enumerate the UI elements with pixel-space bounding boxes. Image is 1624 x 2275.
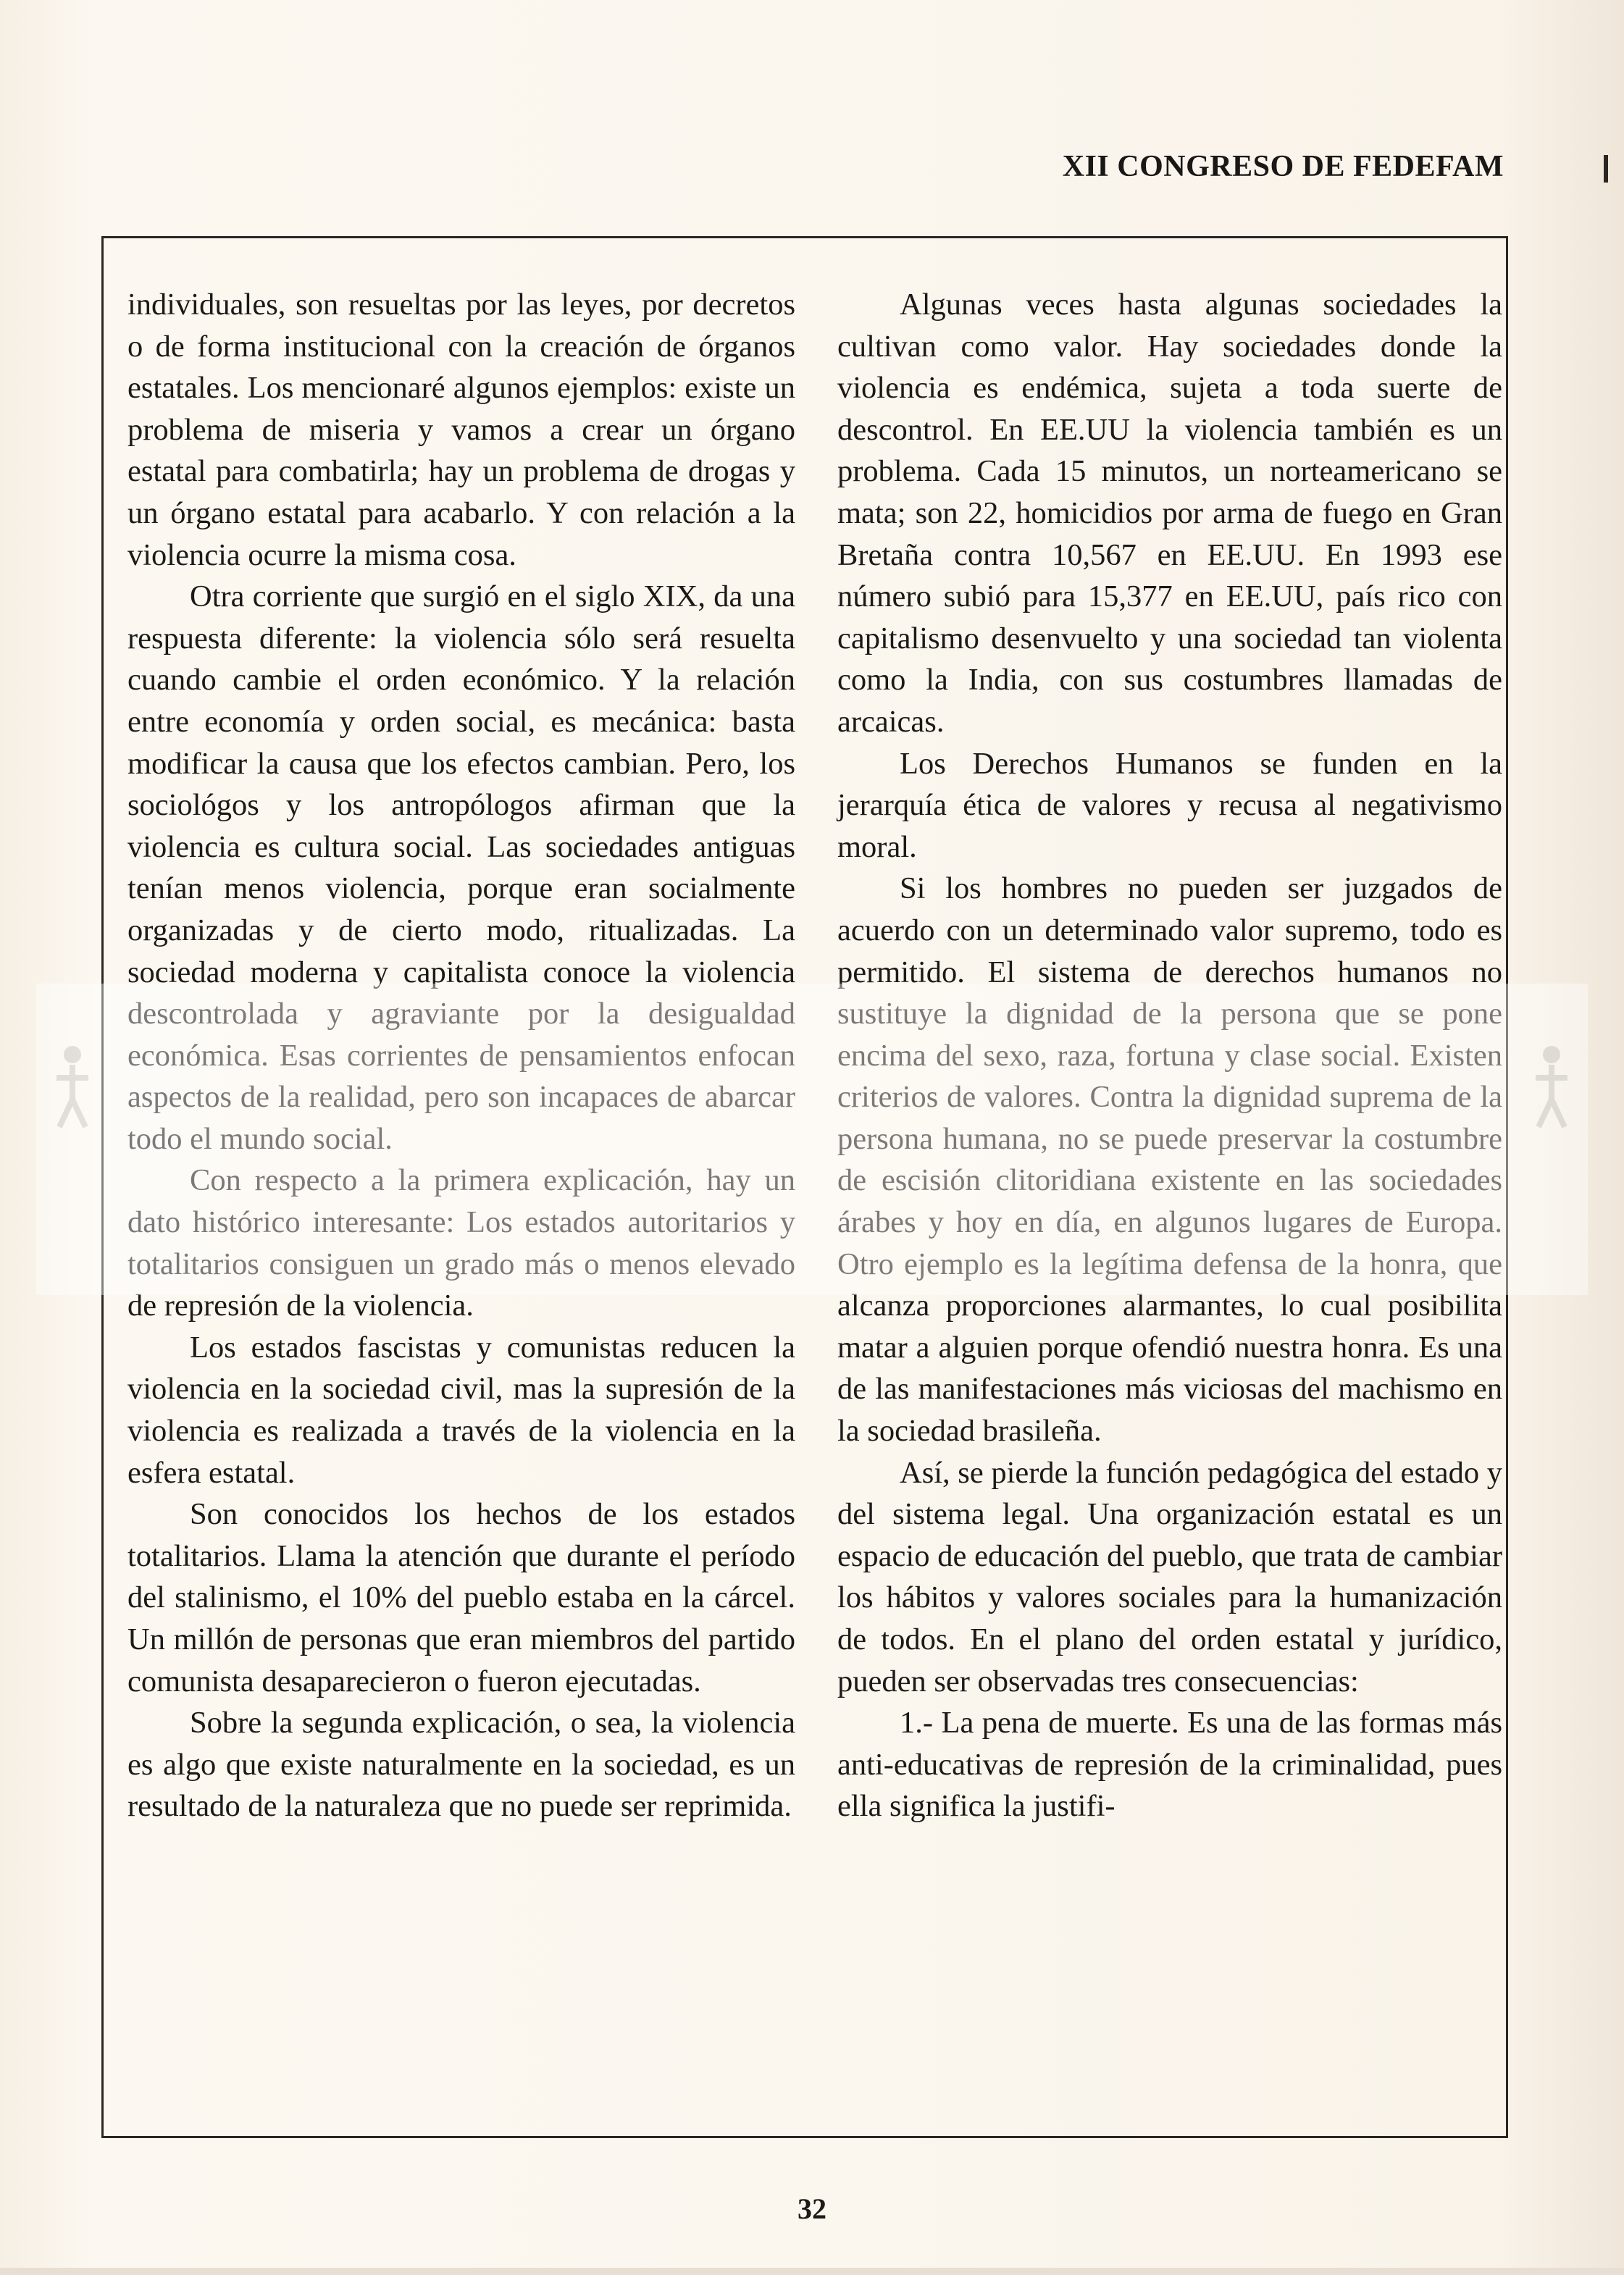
paragraph: Así, se pierde la función pedagógica del estado y del sistema legal. Una organización estatal es un espacio de educación del pueblo, que trata de cambiar los hábitos y valores sociales para la humanización de todos. En el plano del orden estatal y jurídico, pueden ser observadas tres consecuencias: [837, 1455, 1503, 1698]
watermark-figure-icon [1530, 1043, 1573, 1130]
edge-mark [1604, 155, 1608, 183]
watermark-figure-icon [51, 1043, 94, 1130]
paragraph: Los Derechos Humanos se funden en la jerarquía ética de valores y recusa al negativismo moral. [837, 746, 1502, 864]
paragraph: Otra corriente que surgió en el siglo XIX, da una respuesta diferente: la violencia sólo será resuelta cuando cambie el orden económico. Y la relación entre economía y orden social, es mecánica: basta modificar la causa que los efectos cambian. Pero, los sociológos y los antropólogos afirman que la violencia es cultura social. Las sociedades antiguas tenían menos violencia, porque eran socialmente organizadas y de cierto modo, ritualizadas. La sociedad moderna y capitalista conoce la violencia descontrolada y agraviante por la desigualdad económica. Esas corrientes de pensamientos enfocan aspectos de la realidad, pero son incapaces de abarcar todo el mundo social. [127, 579, 795, 1156]
running-header: XII CONGRESO DE FEDEFAM [1062, 150, 1504, 183]
page-bottom-edge [0, 2268, 1624, 2275]
right-column [837, 284, 1502, 1827]
left-column [127, 284, 795, 1827]
paragraph: Los estados fascistas y comunistas reducen la violencia en la sociedad civil, mas la supresión de la violencia es realizada a través de la violencia en la esfera estatal. [127, 1330, 795, 1490]
paragraph: Son conocidos los hechos de los estados totalitarios. Llama la atención que durante el período del stalinismo, el 10% del pueblo estaba en la cárcel. Un millón de personas que eran miembros del partido comunista desaparecieron o fueron ejecutadas. [127, 1497, 795, 1698]
paragraph: Algunas veces hasta algunas sociedades la cultivan como valor. Hay sociedades donde la violencia es endémica, sujeta a toda suerte de descontrol. En EE.UU la violencia también es un problema. Cada 15 minutos, un norteamericano se mata; son 22, homicidios por arma de fuego en Gran Bretaña contra 10,567 en EE.UU. En 1993 ese número subió para 15,377 en EE.UU, país rico con capitalismo desenvuelto y una sociedad tan violenta como la India, con sus costumbres llamadas de arcaicas. [837, 288, 1502, 739]
page-number: 32 [798, 2192, 826, 2225]
paragraph: 1.- La pena de muerte. Es una de las formas más anti-educativas de represión de la criminalidad, pues ella significa la justifi- [837, 1706, 1502, 1824]
paragraph: Si los hombres no pueden ser juzgados de acuerdo con un determinado valor supremo, todo es permitido. El sistema de derechos humanos no sustituye la dignidad de la persona que se pone encima del sexo, raza, fortuna y clase social. Existen criterios de valores. Contra la dignidad suprema de la persona humana, no se puede preservar la costumbre de escisión clitoridiana existente en las sociedades árabes y hoy en día, en algunos lugares de Europa. Otro ejemplo es la legítima defensa de la honra, que alcanza proporciones alarmantes, lo cual posibilita matar a alguien porque ofendió nuestra honra. Es una de las manifestaciones más viciosas del machismo en la sociedad brasileña. [837, 871, 1502, 1449]
paragraph: Sobre la segunda explicación, o sea, la violencia es algo que existe naturalmente en la sociedad, es un resultado de la naturaleza que no puede ser reprimida. [127, 1706, 795, 1824]
paragraph: individuales, son resueltas por las leyes, por decretos o de forma institucional con la creación de órganos estatales. Los mencionaré algunos ejemplos: existe un problema de miseria y vamos a crear un órgano estatal para combatirla; hay un problema de drogas y un órgano estatal para acabarlo. Y con relación a la violencia ocurre la misma cosa. [127, 288, 795, 572]
paragraph: Con respecto a la primera explicación, hay un dato histórico interesante: Los estados autoritarios y totalitarios consiguen un grado más o menos elevado de represión de la violencia. [127, 1163, 795, 1323]
